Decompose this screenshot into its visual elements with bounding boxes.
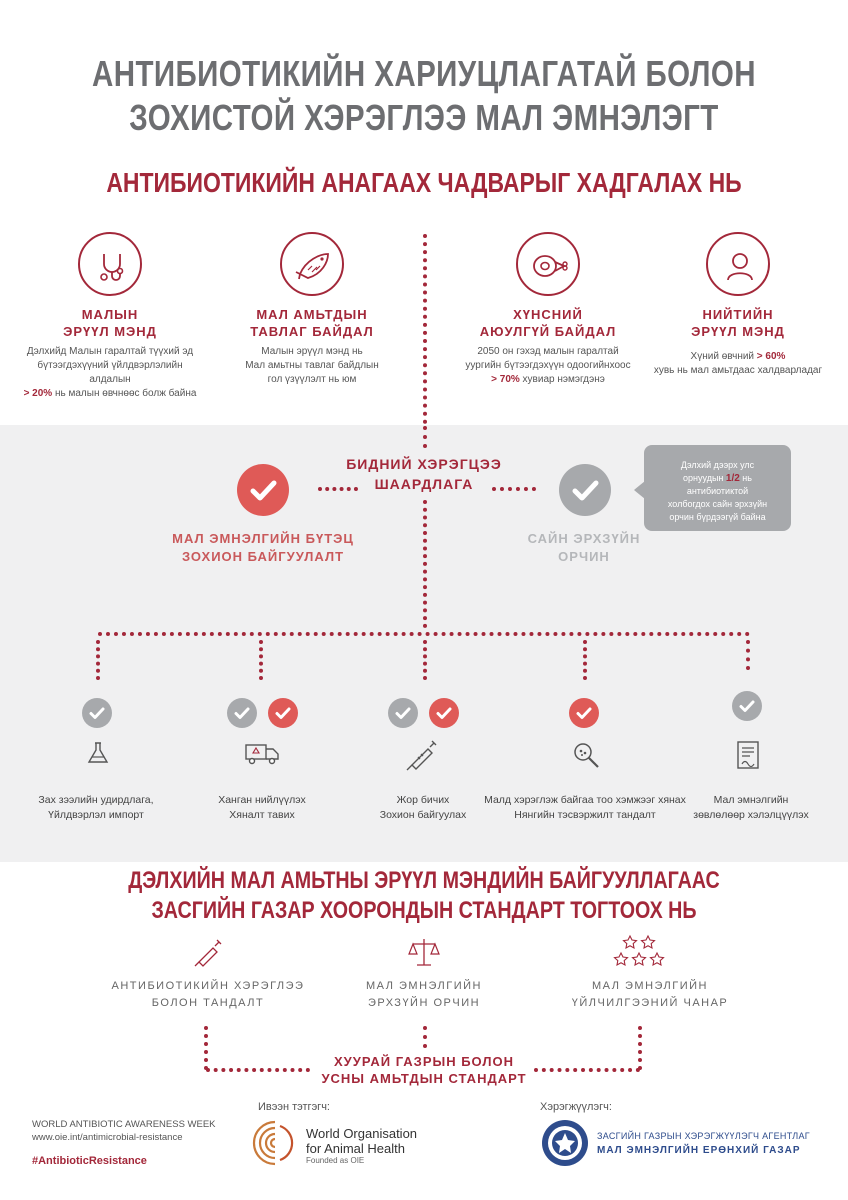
legislation-callout: Дэлхий дээрх улс орнуудын 1/2 нь антибиотиктой холбогдох сайн эрхзүйн орчин бүрдээгүй байна xyxy=(644,445,791,531)
action-monitoring: Малд хэрэглэж байгаа тоо хэмжээг хянах Нянгийн тэсвэржилт тандалт xyxy=(484,794,686,821)
agency-seal-icon xyxy=(540,1118,590,1168)
syringe-icon xyxy=(192,937,224,969)
impact-text: Дэлхийд Малын гаралтай түүхий эд бүтээгдэхүүний үйлдвэрлэлийн алдалын > 20% нь малын өвчнөөс болж байна xyxy=(23,346,197,399)
page-subtitle: АНТИБИОТИКИЙН АНАГААХ ЧАДВАРЫГ ХАДГАЛАХ НЬ xyxy=(106,167,742,198)
woah-logo-icon xyxy=(250,1118,300,1168)
meat-icon xyxy=(516,232,580,296)
need-vet-services: МАЛ ЭМНЭЛГИЙН БҮТЭЦ ЗОХИОН БАЙГУУЛАЛТ xyxy=(172,531,354,564)
branch-drop xyxy=(259,640,263,680)
check-grey-icon xyxy=(227,698,257,728)
agency-name: ЗАСГИЙН ГАЗРЫН ХЭРЭГЖҮҮЛЭГЧ АГЕНТЛАГ МАЛ ЭМНЭЛГИЙН ЕРӨНХИЙ ГАЗАР xyxy=(597,1131,810,1156)
impact-title: ХҮНСНИЙ АЮУЛГҮЙ БАЙДАЛ xyxy=(479,307,617,339)
title-line-2: ЗОХИСТОЙ ХЭРЭГЛЭЭ МАЛ ЭМНЭЛЭГТ xyxy=(129,97,719,138)
magnifier-icon xyxy=(571,740,601,770)
impact-title: МАЛЫН ЭРҮҮЛ МЭНД xyxy=(63,307,157,339)
bracket-left xyxy=(204,1026,208,1070)
footer-url[interactable]: www.oie.int/antimicrobial-resistance xyxy=(32,1132,183,1143)
woah-name: World Organisation for Animal Health Founded as OIE xyxy=(306,1126,418,1165)
bracket-center xyxy=(423,1026,427,1048)
center-divider xyxy=(423,426,427,448)
page-title xyxy=(76,52,771,140)
standard-antibiotic-use: АНТИБИОТИКИЙН ХЭРЭГЛЭЭ БОЛОН ТАНДАЛТ xyxy=(111,980,305,1009)
footer-week: WORLD ANTIBIOTIC AWARENESS WEEK www.oie.int/antimicrobial-resistance xyxy=(32,1118,232,1144)
check-grey-icon xyxy=(388,698,418,728)
flask-icon xyxy=(85,740,111,766)
impact-text: 2050 он гэхэд малын гаралтай уургийн бүтээгдэхүүн одоогийнхоос > 70% хувиар нэмэгдэнэ xyxy=(465,346,631,385)
action-prescription: Жор бичих Зохион байгуулах xyxy=(379,794,467,821)
syringe-icon xyxy=(404,737,440,773)
impact-text: Хүний өвчний > 60% хувь нь мал амьтдаас халдварладаг xyxy=(653,351,823,376)
center-divider xyxy=(423,234,427,424)
impact-title: НИЙТИЙН ЭРҮҮЛ МЭНД xyxy=(691,307,785,339)
branch-drop xyxy=(746,640,750,670)
standard-vet-service-quality: МАЛ ЭМНЭЛГИЙН ҮЙЛЧИЛГЭЭНИЙ ЧАНАР xyxy=(571,980,729,1009)
truck-icon xyxy=(244,740,280,766)
bracket-right xyxy=(638,1026,642,1070)
check-red-icon xyxy=(237,464,289,516)
action-vet-council: Мал эмнэлгийн зөвлөлөөр хэлэлцүүлэх xyxy=(693,794,809,821)
stars-icon xyxy=(612,934,668,970)
action-supply-control: Ханган нийлүүлэх Хяналт тавих xyxy=(218,794,306,821)
title-line-1: АНТИБИОТИКИЙН ХАРИУЦЛАГАТАЙ БОЛОН xyxy=(92,53,756,94)
action-market-control: Зах зээлийн удирдлага, Үйлдвэрлэл импорт xyxy=(38,794,154,821)
impact-title: МАЛ АМЬТДЫН ТАВЛАГ БАЙДАЛ xyxy=(250,307,374,339)
bracket-bottom-right xyxy=(534,1068,640,1072)
scales-icon xyxy=(407,935,441,969)
terrestrial-aquatic-standards: ХУУРАЙ ГАЗРЫН БОЛОН УСНЫ АМЬТДЫН СТАНДАРТ xyxy=(321,1054,527,1086)
stethoscope-icon xyxy=(78,232,142,296)
check-red-icon xyxy=(569,698,599,728)
check-grey-icon xyxy=(82,698,112,728)
sponsor-label: Ивээн тэтгэгч: xyxy=(258,1101,330,1113)
implementer-label: Хэрэгжүүлэгч: xyxy=(540,1101,612,1113)
actions-branch-line xyxy=(98,632,750,636)
needs-connector-left xyxy=(318,487,358,491)
branch-drop xyxy=(583,640,587,680)
needs-connector-right xyxy=(492,487,536,491)
check-red-icon xyxy=(268,698,298,728)
needs-title: БИДНИЙ ХЭРЭГЦЭЭ ШААРДЛАГА xyxy=(346,456,502,492)
check-grey-icon xyxy=(732,691,762,721)
bracket-bottom-left xyxy=(206,1068,310,1072)
impact-text: Малын эрүүл мэнд нь Мал амьтны тавлаг байдлын гол үзүүлэлт нь юм xyxy=(245,346,379,385)
standard-vet-legislation: МАЛ ЭМНЭЛГИЙН ЭРХЗҮЙН ОРЧИН xyxy=(365,980,482,1009)
fish-icon xyxy=(280,232,344,296)
center-divider xyxy=(423,500,427,628)
clipboard-icon xyxy=(735,738,761,770)
branch-drop xyxy=(423,640,427,680)
standards-title: ДЭЛХИЙН МАЛ АМЬТНЫ ЭРҮҮЛ МЭНДИЙН БАЙГУУЛЛАГААС ЗАСГИЙН ГАЗАР ХООРОНДЫН СТАНДАРТ ТОГТООХ НЬ xyxy=(128,867,720,924)
person-icon xyxy=(706,232,770,296)
check-red-icon xyxy=(429,698,459,728)
need-legislation: САЙН ЭРХЗҮЙН ОРЧИН xyxy=(527,531,641,564)
check-grey-icon xyxy=(559,464,611,516)
branch-drop xyxy=(96,640,100,680)
footer-hashtag: #AntibioticResistance xyxy=(32,1155,147,1167)
